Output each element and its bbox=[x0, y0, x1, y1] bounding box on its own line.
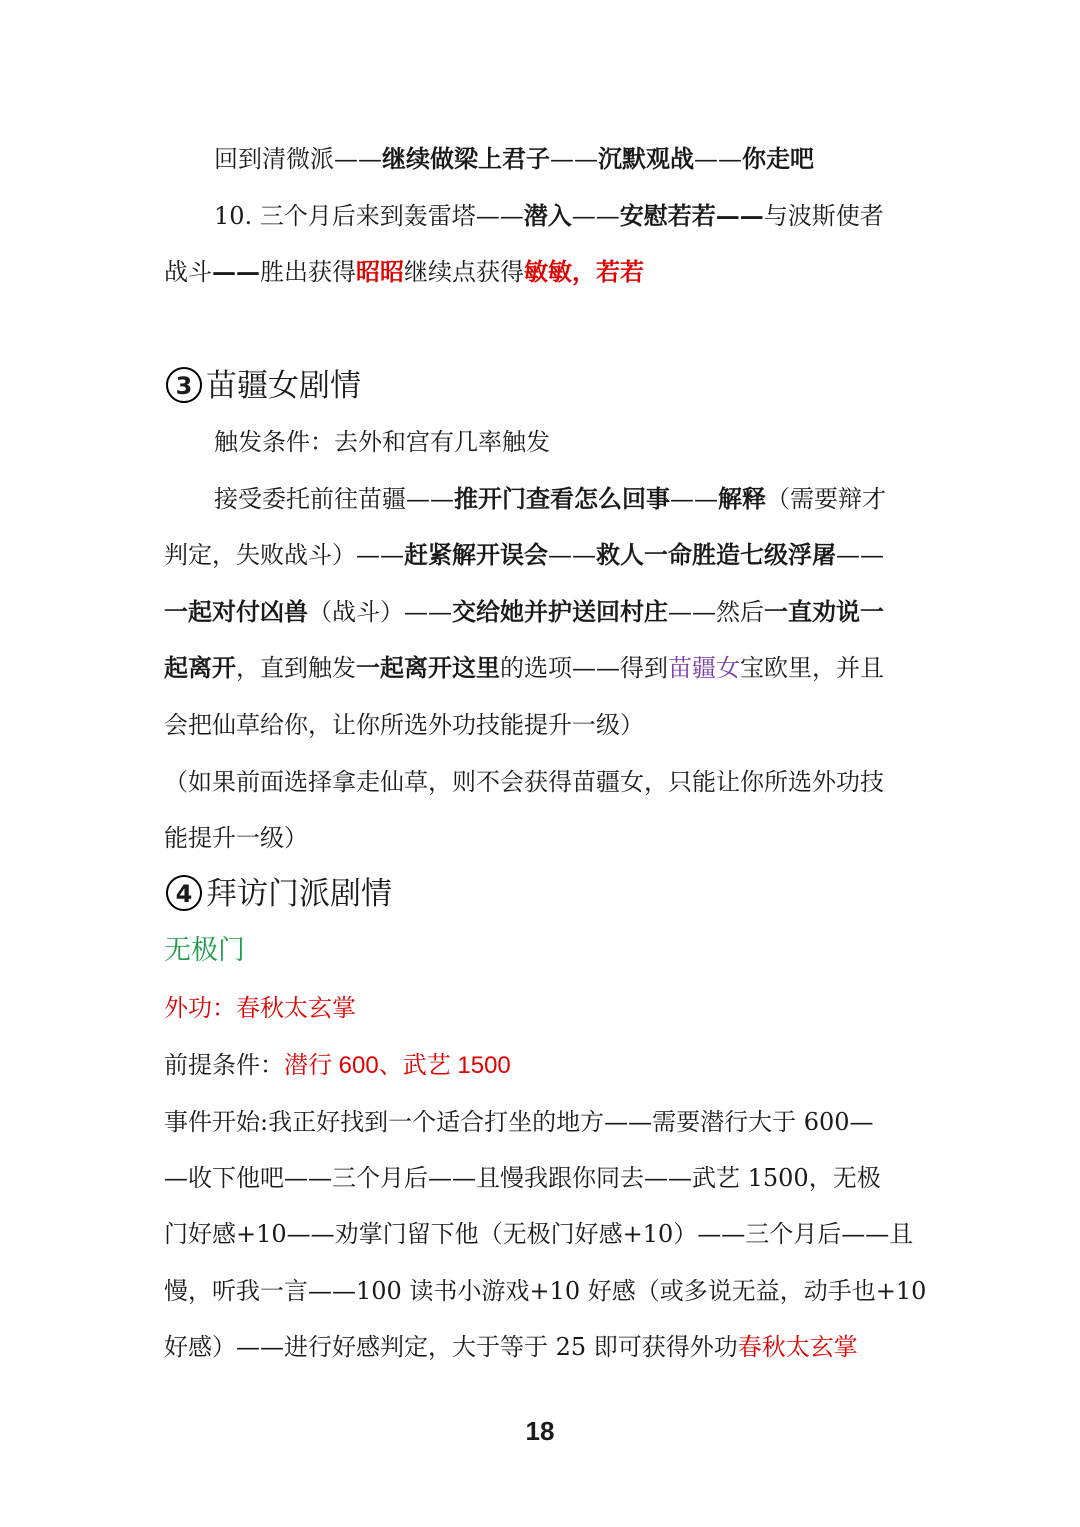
story-path-line: 起离开，直到触发一起离开这里的选项——得到苗疆女宝欧里，并且 bbox=[164, 653, 884, 682]
character-name: 苗疆女 bbox=[668, 654, 740, 682]
choice-text: 解释 bbox=[718, 484, 766, 513]
text-segment: —— bbox=[694, 145, 742, 173]
choice-text: 继续做梁上君子 bbox=[382, 144, 550, 173]
event-line: —收下他吧——三个月后——且慢我跟你同去——武艺 1500，无极 bbox=[164, 1164, 881, 1192]
prerequisite-value: 潜行 600、武艺 1500 bbox=[284, 1052, 511, 1079]
text-segment: 10. 三个月后来到轰雷塔—— bbox=[214, 202, 524, 230]
choice-text: 起离开 bbox=[164, 653, 236, 682]
choice-text: 推开门查看怎么回事 bbox=[454, 484, 670, 513]
trigger-condition: 触发条件：去外和宫有几率触发 bbox=[214, 428, 550, 456]
event-line: 好感）——进行好感判定，大于等于 25 即可获得外功春秋太玄掌 bbox=[164, 1333, 858, 1361]
choice-text: 一起对付凶兽 bbox=[164, 597, 308, 626]
section-heading bbox=[164, 866, 924, 922]
choice-text: 交给她并护送回村庄 bbox=[452, 597, 668, 626]
story-path-line bbox=[214, 131, 974, 187]
story-path-line: 判定，失败战斗）——赶紧解开误会——救人一命胜造七级浮屠—— bbox=[164, 540, 884, 569]
choice-text: 赶紧解开误会 bbox=[404, 540, 548, 569]
text-segment: 回到清微派—— bbox=[214, 145, 382, 173]
choice-text: —— bbox=[212, 257, 260, 286]
text-segment: 胜出获得 bbox=[260, 258, 356, 286]
story-path-line bbox=[214, 188, 974, 244]
note-line: （如果前面选择拿走仙草，则不会获得苗疆女，只能让你所选外功技 bbox=[164, 768, 884, 796]
text-segment: —— bbox=[571, 202, 620, 230]
character-name: 敏敏，若若 bbox=[524, 257, 644, 286]
prerequisite-line: 前提条件：潜行 600、武艺 1500 bbox=[164, 1051, 511, 1079]
circled-number: 4 bbox=[166, 875, 202, 911]
choice-text: 一直劝说一 bbox=[764, 597, 884, 626]
skill-line: 外功：春秋太玄掌 bbox=[164, 994, 356, 1022]
section-title: 苗疆女剧情 bbox=[206, 368, 361, 404]
choice-text: 救人一命胜造七级浮屠 bbox=[596, 540, 836, 569]
text-segment: 与波斯使者 bbox=[763, 202, 884, 230]
choice-text: 潜入 bbox=[523, 201, 572, 230]
event-line: 慢，听我一言——100 读书小游戏+10 好感（或多说无益，动手也+10 bbox=[164, 1277, 927, 1305]
choice-text: 你走吧 bbox=[742, 144, 814, 173]
circled-number: 3 bbox=[166, 367, 202, 403]
page-number: 18 bbox=[525, 1416, 555, 1446]
skill-name: 春秋太玄掌 bbox=[236, 994, 356, 1022]
text-segment: —— bbox=[550, 145, 598, 173]
skill-name: 春秋太玄掌 bbox=[737, 1333, 858, 1361]
choice-text: 沉默观战 bbox=[598, 144, 694, 173]
character-name: 昭昭 bbox=[356, 257, 404, 286]
event-line: 门好感+10——劝掌门留下他（无极门好感+10）——三个月后——且 bbox=[164, 1220, 914, 1248]
event-line: 事件开始:我正好找到一个适合打坐的地方——需要潜行大于 600— bbox=[164, 1108, 874, 1136]
section-title: 拜访门派剧情 bbox=[206, 876, 392, 912]
text-segment: 继续点获得 bbox=[404, 258, 524, 286]
text-segment: 战斗 bbox=[164, 258, 212, 286]
section-heading bbox=[164, 358, 924, 414]
school-name: 无极门 bbox=[164, 935, 245, 966]
story-path-line: 接受委托前往苗疆——推开门查看怎么回事——解释（需要辩才 bbox=[214, 484, 886, 513]
story-path-line bbox=[164, 244, 924, 300]
story-path-line: 会把仙草给你，让你所选外功技能提升一级） bbox=[164, 711, 644, 739]
story-path-line: 一起对付凶兽（战斗）——交给她并护送回村庄——然后一直劝说一 bbox=[164, 597, 884, 626]
note-line: 能提升一级） bbox=[164, 824, 308, 852]
choice-text: 安慰若若—— bbox=[619, 201, 764, 230]
choice-text: 一起离开这里 bbox=[356, 653, 500, 682]
